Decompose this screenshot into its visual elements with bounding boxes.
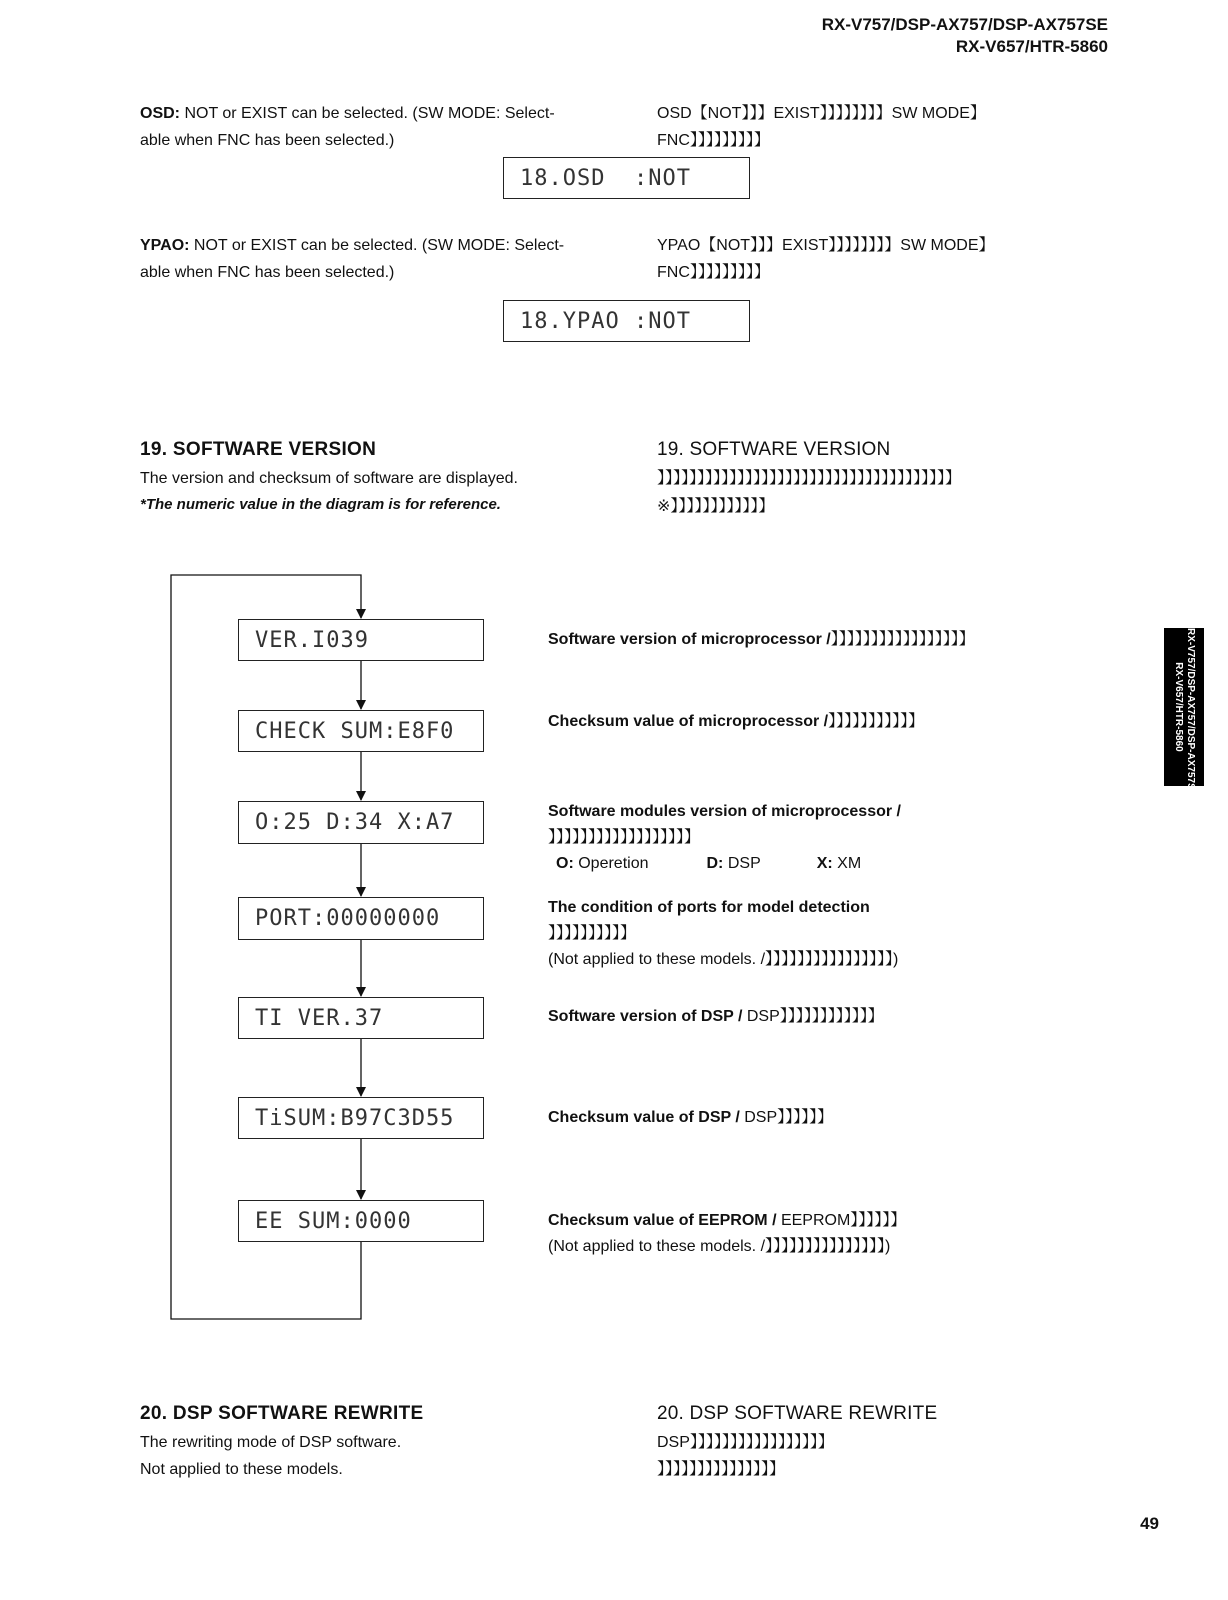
osd-text-line2: able when FNC has been selected.): [140, 132, 395, 149]
osd-jp-line1: OSD【NOT】】】EXIST】】】】】】】】SW MODE】: [657, 105, 986, 122]
flow-box-ti-sum: TiSUM:B97C3D55: [238, 1097, 484, 1139]
section19-body-en: The version and checksum of software are displayed.: [140, 470, 518, 487]
desc6-jp: DSP】】】】】】: [739, 1109, 834, 1126]
desc4-note: (Not applied to these models. /】】】】】】】】】】】】】】】】): [548, 951, 899, 968]
section20-body-jp: [657, 1429, 834, 1483]
side-model-tab: [1164, 628, 1204, 797]
flow-box-checksum: CHECK SUM:E8F0: [238, 710, 484, 752]
ypao-label: YPAO:: [140, 237, 190, 254]
flow-box-version: VER.I039: [238, 619, 484, 661]
desc5-bold: Software version of DSP /: [548, 1008, 743, 1025]
desc4-bold: The condition of ports for model detection: [548, 899, 870, 916]
desc-checksum-micro: [548, 709, 924, 735]
section20-title-jp: 20. DSP SOFTWARE REWRITE: [657, 1403, 938, 1424]
section19-title-jp: 19. SOFTWARE VERSION: [657, 439, 891, 460]
legend-x-text: XM: [832, 855, 862, 872]
ypao-jp-line1: YPAO【NOT】】】EXIST】】】】】】】】SW MODE】: [657, 237, 995, 254]
desc-eeprom-checksum: [548, 1208, 906, 1260]
desc3-bold: Software modules version of microprocessor /: [548, 803, 901, 820]
desc7-jp: EEPROM】】】】】】: [776, 1212, 907, 1229]
section20-body-en: [140, 1429, 401, 1483]
osd-display-box: 18.OSD :NOT: [503, 157, 750, 199]
flow-box-ee-sum: EE SUM:0000: [238, 1200, 484, 1242]
header-model-line2: RX-V657/HTR-5860: [955, 37, 1108, 56]
side-tab-line2: RX-V657/HTR-5860: [1173, 662, 1184, 752]
desc7-bold: Checksum value of EEPROM /: [548, 1212, 777, 1229]
ypao-display-box: 18.YPAO :NOT: [503, 300, 750, 342]
desc7-note: (Not applied to these models. /】】】】】】】】】】】】】】】): [548, 1238, 891, 1255]
legend-d-label: D:: [706, 855, 724, 872]
flow-box-ti-version: TI VER.37: [238, 997, 484, 1039]
section20-jp-line1: DSP】】】】】】】】】】】】】】】】】: [657, 1434, 834, 1451]
flow-box-port: PORT:00000000: [238, 897, 484, 940]
legend-d-text: DSP: [723, 855, 761, 872]
legend-o-label: O:: [556, 855, 574, 872]
desc-dsp-version: [548, 1004, 884, 1030]
header-model-line1: RX-V757/DSP-AX757/DSP-AX757SE: [821, 15, 1108, 34]
desc-port-condition: [548, 895, 898, 973]
side-tab-line1: RX-V757/DSP-AX757/DSP-AX757SE: [1185, 628, 1196, 797]
legend-o-text: Operetion: [573, 855, 649, 872]
desc-software-version-micro: [548, 627, 975, 653]
desc1-jp: 】】】】】】】】】】】】】】】】】: [830, 631, 975, 648]
section20-en-line2: Not applied to these models.: [140, 1461, 343, 1478]
flow-box-modules: O:25 D:34 X:A7: [238, 801, 484, 844]
ypao-text-line1: NOT or EXIST can be selected. (SW MODE: Select-: [189, 237, 565, 254]
page-number: 49: [1140, 1514, 1159, 1533]
desc3-jp: 】】】】】】】】】】】】】】】】】】: [548, 829, 701, 846]
desc2-jp: 】】】】】】】】】】】: [828, 713, 925, 730]
desc3-module-legend: [548, 851, 901, 877]
desc-modules-version: [548, 799, 901, 877]
osd-text-line1: NOT or EXIST can be selected. (SW MODE: Select-: [180, 105, 555, 122]
section19-body-jp: 】】】】】】】】】】】】】】】】】】】】】】】】】】】】】】】】】】】】】: [657, 470, 962, 487]
section20-jp-line2: 】】】】】】】】】】】】】】】: [657, 1461, 786, 1478]
desc2-bold: Checksum value of microprocessor /: [548, 713, 829, 730]
desc4-jp: 】】】】】】】】】】: [548, 925, 637, 942]
ypao-text-line2: able when FNC has been selected.): [140, 264, 395, 281]
ypao-jp-line2: FNC】】】】】】】】】: [657, 264, 770, 281]
section19-title-en: 19. SOFTWARE VERSION: [140, 439, 377, 460]
section19-note-en: *The numeric value in the diagram is for reference.: [140, 496, 501, 513]
section20-title-en: 20. DSP SOFTWARE REWRITE: [140, 1403, 424, 1424]
desc6-bold: Checksum value of DSP /: [548, 1109, 740, 1126]
desc-dsp-checksum: [548, 1105, 833, 1131]
desc1-bold: Software version of microprocessor /: [548, 631, 831, 648]
section19-note-jp: ※】】】】】】】】】】】】: [657, 498, 775, 515]
desc5-jp: DSP】】】】】】】】】】】】: [742, 1008, 884, 1025]
osd-jp-line2: FNC】】】】】】】】】: [657, 132, 770, 149]
section20-en-line1: The rewriting mode of DSP software.: [140, 1434, 402, 1451]
osd-label: OSD:: [140, 105, 180, 122]
legend-x-label: X:: [816, 855, 833, 872]
